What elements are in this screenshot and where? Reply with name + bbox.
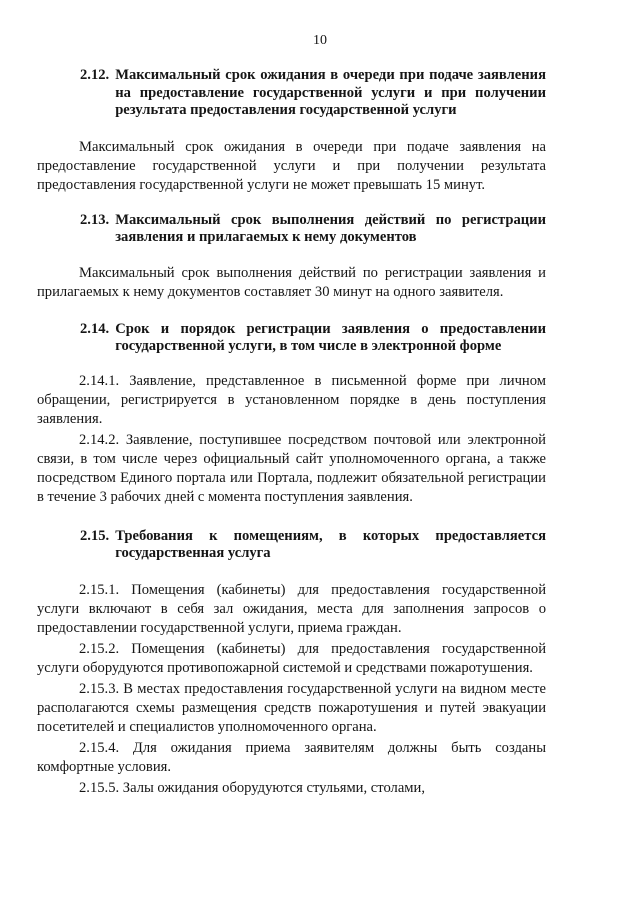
- section-title: Максимальный срок ожидания в очереди при подаче заявления на предоставление государственной услуги и при получении результата предоставления государственной услуги: [115, 67, 546, 118]
- paragraph-2-15-3: 2.15.3. В местах предоставления государственной услуги на видном месте располагаются схемы размещения средств пожаротушения и путей эвакуации посетителей и специалистов уполномоченного органа.: [37, 680, 546, 735]
- paragraph: Максимальный срок ожидания в очереди при подаче заявления на предоставление государственной услуги и при получении результата предоставления государственной услуги не может превышать 15 минут.: [37, 138, 546, 193]
- document-body: [37, 60, 546, 798]
- paragraph-2-15-4: 2.15.4. Для ожидания приема заявителям должны быть созданы комфортные условия.: [37, 739, 546, 775]
- section-number: 2.13.: [80, 211, 110, 228]
- page-number: 10: [313, 33, 327, 48]
- section-heading-2-15: [80, 528, 546, 563]
- paragraph-2-15-1: 2.15.1. Помещения (кабинеты) для предоставления государственной услуги включают в себя зал ожидания, места для заполнения запросов о предоставлении государственной услуги, приема граждан.: [37, 581, 546, 636]
- section-number: 2.12.: [80, 67, 110, 83]
- section-title: Срок и порядок регистрации заявления о предоставлении государственной услуги, в том числе в электронной форме: [115, 320, 546, 354]
- section-number: 2.15.: [80, 527, 110, 544]
- section-number: 2.14.: [80, 320, 110, 337]
- section-heading-2-13: [80, 212, 546, 247]
- paragraph: Максимальный срок выполнения действий по регистрации заявления и прилагаемых к нему документов составляет 30 минут на одного заявителя.: [37, 264, 546, 300]
- paragraph-2-14-1: 2.14.1. Заявление, представленное в письменной форме при личном обращении, регистрируется в установленном порядке в день поступления заявления.: [37, 372, 546, 427]
- section-title: Требования к помещениям, в которых предоставляется государственная услуга: [115, 527, 546, 561]
- paragraph-2-15-5: 2.15.5. Залы ожидания оборудуются стульями, столами,: [79, 779, 426, 796]
- section-heading-2-12: [80, 67, 546, 120]
- paragraph-2-14-2: 2.14.2. Заявление, поступившее посредством почтовой или электронной связи, в том числе через официальный сайт уполномоченного органа, а также посредством Единого портала или Портала, подлежит обязательной регистрации в течение 3 рабочих дней с момента поступления заявления.: [37, 431, 546, 505]
- section-title: Максимальный срок выполнения действий по регистрации заявления и прилагаемых к нему документов: [115, 211, 546, 245]
- section-heading-2-14: [80, 321, 546, 356]
- paragraph-2-15-2: 2.15.2. Помещения (кабинеты) для предоставления государственной услуги оборудуются противопожарной системой и средствами пожаротушения.: [37, 640, 546, 676]
